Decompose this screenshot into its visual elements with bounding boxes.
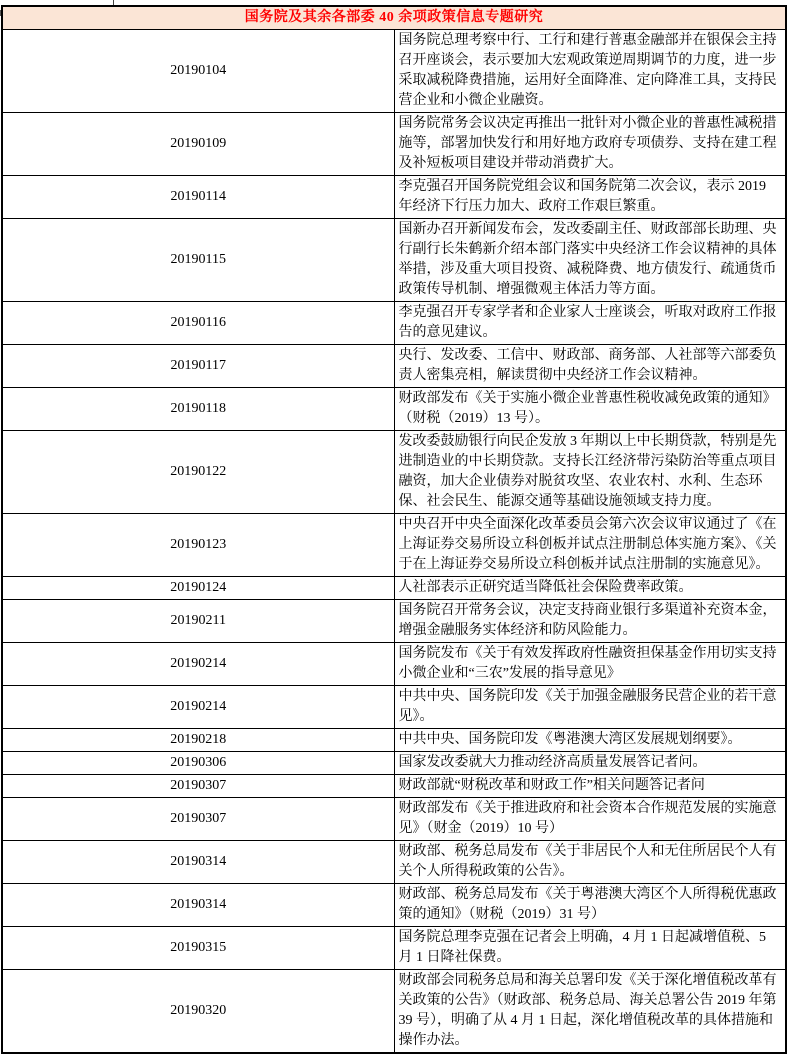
date-cell: 20190307: [2, 775, 394, 798]
table-row: [2, 514, 786, 577]
content-cell: 国务院发布《关于有效发挥政府性融资担保基金作用切实支持小微企业和“三农”发展的指导意见》: [394, 643, 786, 686]
table-row: [2, 884, 786, 927]
policy-info-table: [1, 5, 787, 1054]
content-cell: 国务院常务会议决定再推出一批针对小微企业的普惠性减税措施等，部署加快发行和用好地方政府专项债券、支持在建工程及补短板项目建设并带动消费扩大。: [394, 113, 786, 176]
table-row: [2, 302, 786, 345]
table-row: [2, 176, 786, 219]
date-cell: 20190315: [2, 927, 394, 970]
table-row: [2, 643, 786, 686]
content-cell: 李克强召开专家学者和企业家人士座谈会，听取对政府工作报告的意见建议。: [394, 302, 786, 345]
content-cell: 国务院召开常务会议，决定支持商业银行多渠道补充资本金，增强金融服务实体经济和防风险能力。: [394, 600, 786, 643]
content-cell: 发改委鼓励银行向民企发放 3 年期以上中长期贷款，特别是先进制造业的中长期贷款。支持长江经济带污染防治等重点项目融资，加大企业债券对脱贫攻坚、农业农村、水利、生态环保、社会民生、能源交通等基础设施领域支持力度。: [394, 431, 786, 514]
header-row: [2, 6, 786, 30]
date-cell: 20190104: [2, 30, 394, 113]
content-cell: 央行、发改委、工信中、财政部、商务部、人社部等六部委负责人密集亮相，解读贯彻中央经济工作会议精神。: [394, 345, 786, 388]
date-cell: 20190307: [2, 798, 394, 841]
date-cell: 20190320: [2, 970, 394, 1054]
table-row: [2, 927, 786, 970]
date-cell: 20190314: [2, 841, 394, 884]
date-cell: 20190124: [2, 577, 394, 600]
date-cell: 20190122: [2, 431, 394, 514]
table-row: [2, 600, 786, 643]
content-cell: 财政部、税务总局发布《关于粤港澳大湾区个人所得税优惠政策的通知》（财税（2019）31 号）: [394, 884, 786, 927]
table-row: [2, 577, 786, 600]
table-row: [2, 388, 786, 431]
table-row: [2, 841, 786, 884]
content-cell: 财政部会同税务总局和海关总署印发《关于深化增值税改革有关政策的公告》（财政部、税务总局、海关总署公告 2019 年第 39 号），明确了从 4 月 1 日起，深化增值税改革的具体措施和操作办法。: [394, 970, 786, 1054]
content-cell: 中共中央、国务院印发《关于加强金融服务民营企业的若干意见》。: [394, 686, 786, 729]
policy-table-body: [2, 30, 786, 1054]
content-cell: 李克强召开国务院党组会议和国务院第二次会议，表示 2019 年经济下行压力加大、政府工作艰巨繁重。: [394, 176, 786, 219]
content-cell: 财政部、税务总局发布《关于非居民个人和无住所居民个人有关个人所得税政策的公告》。: [394, 841, 786, 884]
content-cell: 中共中央、国务院印发《粤港澳大湾区发展规划纲要》。: [394, 729, 786, 752]
table-row: [2, 113, 786, 176]
date-cell: 20190306: [2, 752, 394, 775]
table-title: 国务院及其余各部委 40 余项政策信息专题研究: [2, 6, 786, 30]
table-row: [2, 431, 786, 514]
table-row: [2, 752, 786, 775]
date-cell: 20190114: [2, 176, 394, 219]
date-cell: 20190118: [2, 388, 394, 431]
date-cell: 20190214: [2, 686, 394, 729]
date-cell: 20190314: [2, 884, 394, 927]
content-cell: 国家发改委就大力推动经济高质量发展答记者问。: [394, 752, 786, 775]
date-cell: 20190123: [2, 514, 394, 577]
table-row: [2, 970, 786, 1054]
table-row: [2, 219, 786, 302]
policy-table-header: [2, 6, 786, 30]
content-cell: 国务院总理李克强在记者会上明确，4 月 1 日起减增值税、5 月 1 日降社保费。: [394, 927, 786, 970]
content-cell: 财政部发布《关于推进政府和社会资本合作规范发展的实施意见》（财金（2019）10 号）: [394, 798, 786, 841]
table-row: [2, 775, 786, 798]
content-cell: 财政部发布《关于实施小微企业普惠性税收减免政策的通知》（财税（2019）13 号）。: [394, 388, 786, 431]
date-cell: 20190117: [2, 345, 394, 388]
date-cell: 20190218: [2, 729, 394, 752]
date-cell: 20190109: [2, 113, 394, 176]
table-row: [2, 345, 786, 388]
date-cell: 20190214: [2, 643, 394, 686]
content-cell: 国新办召开新闻发布会，发改委副主任、财政部部长助理、央行副行长朱鹤新介绍本部门落实中央经济工作会议精神的具体举措，涉及重大项目投资、减税降费、地方债发行、疏通货币政策传导机制、增强微观主体活力等方面。: [394, 219, 786, 302]
date-cell: 20190116: [2, 302, 394, 345]
table-row: [2, 729, 786, 752]
table-row: [2, 30, 786, 113]
date-cell: 20190211: [2, 600, 394, 643]
date-cell: 20190115: [2, 219, 394, 302]
content-cell: 人社部表示正研究适当降低社会保险费率政策。: [394, 577, 786, 600]
content-cell: 国务院总理考察中行、工行和建行普惠金融部并在银保会主持召开座谈会，表示要加大宏观政策逆周期调节的力度，进一步采取减税降费措施，运用好全面降准、定向降准工具，支持民营企业和小微企业融资。: [394, 30, 786, 113]
table-row: [2, 798, 786, 841]
content-cell: 中央召开中央全面深化改革委员会第六次会议审议通过了《在上海证券交易所设立科创板并试点注册制总体实施方案》、《关于在上海证券交易所设立科创板并试点注册制的实施意见》。: [394, 514, 786, 577]
table-row: [2, 686, 786, 729]
content-cell: 财政部就“财税改革和财政工作”相关问题答记者问: [394, 775, 786, 798]
